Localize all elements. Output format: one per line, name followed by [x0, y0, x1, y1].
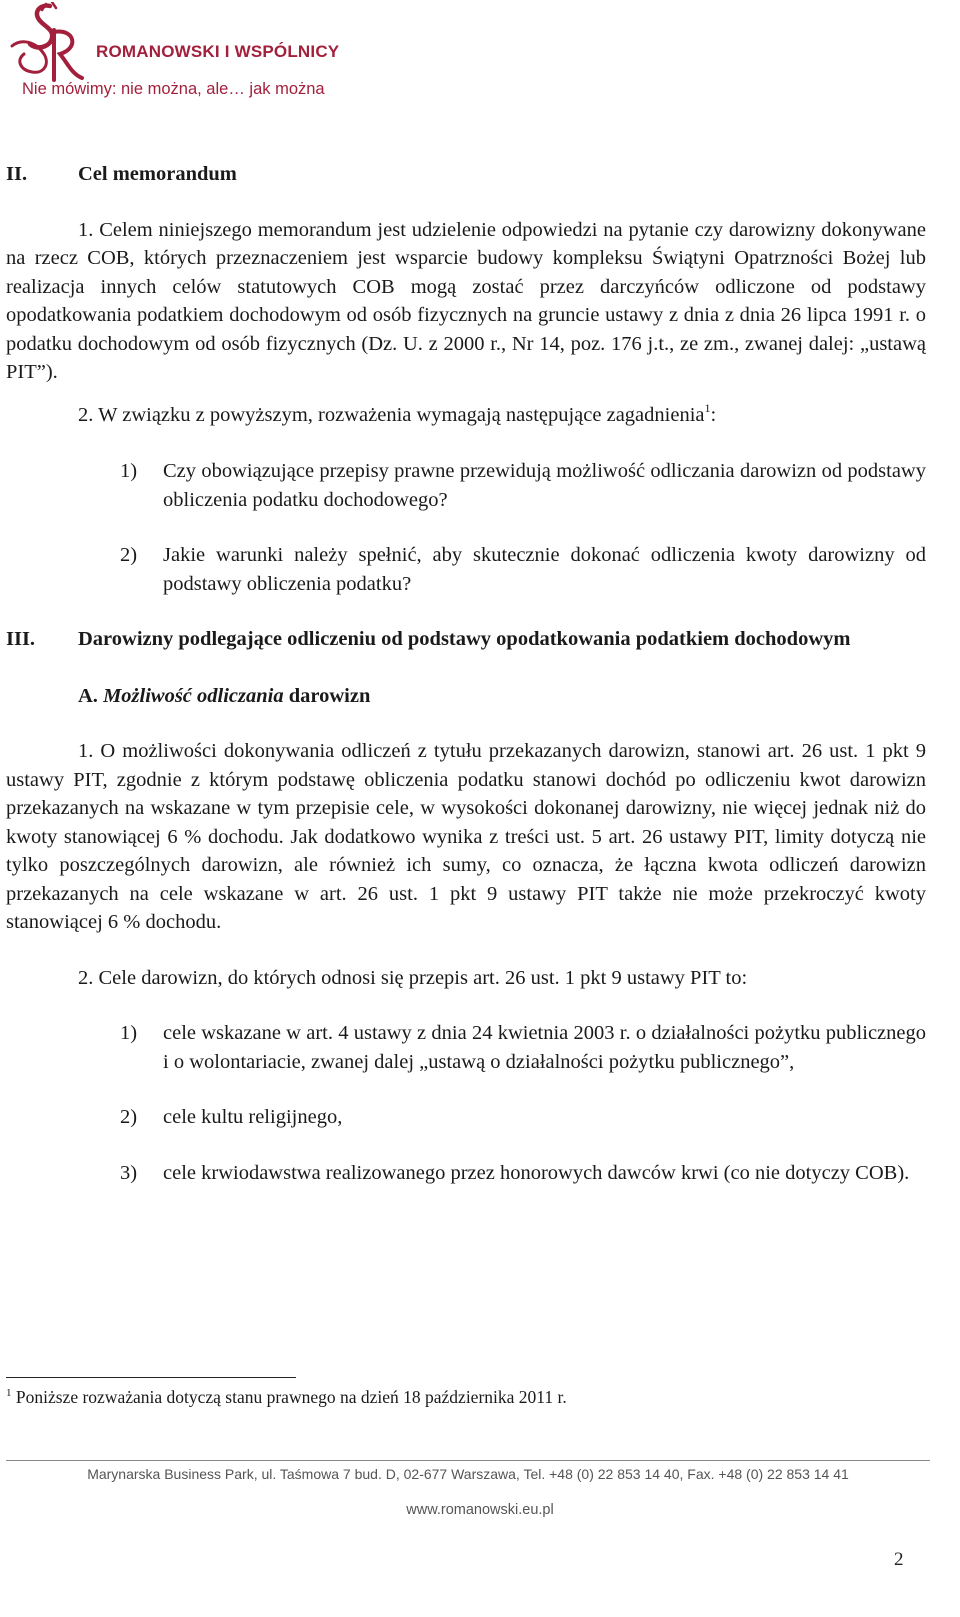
paragraph-issues-text: 2. W związku z powyższym, rozważenia wymagają następujące zagadnienia [78, 403, 705, 426]
document-body [6, 160, 926, 1187]
section-title: Darowizny podlegające odliczeniu od podstawy opodatkowania podatkiem dochodowym [78, 628, 851, 650]
list-item-text: Jakie warunki należy spełnić, aby skutecznie dokonać odliczenia kwoty darowizny od podstawy obliczenia podatku? [163, 544, 926, 595]
list-item [120, 457, 926, 514]
list-item [120, 541, 926, 598]
list-item [120, 1103, 926, 1132]
section-title: Cel memorandum [78, 163, 237, 185]
list-item-text: cele wskazane w art. 4 ustawy z dnia 24 kwietnia 2003 r. o działalności pożytku publicznego i o wolontariacie, zwanej dalej „ustawą o działalności pożytku publicznego”, [163, 1022, 926, 1073]
goals-list [6, 1019, 926, 1187]
footnote-ref: 1 [704, 400, 711, 415]
list-item-text: Czy obowiązujące przepisy prawne przewidują możliwość odliczania darowizn od podstawy obliczenia podatku dochodowego? [163, 460, 926, 511]
footer-divider [6, 1460, 930, 1461]
sr-monogram-logo-icon [6, 2, 90, 82]
firm-logo [6, 2, 386, 106]
paragraph-issues-end: : [710, 403, 717, 426]
footnote [6, 1386, 567, 1408]
issues-list [6, 457, 926, 598]
section-number: III. [6, 628, 36, 650]
footnote-mark: 1 [6, 1387, 12, 1399]
section-heading-ii [6, 160, 926, 189]
footer-website: www.romanowski.eu.pl [406, 1502, 554, 1518]
page-number: 2 [894, 1549, 904, 1570]
firm-name: ROMANOWSKI I WSPÓLNICY [96, 42, 340, 61]
list-item-number: 2) [120, 544, 138, 566]
subsection-heading-a [78, 682, 926, 711]
footer-address: Marynarska Business Park, ul. Taśmowa 7 bud. D, 02-677 Warszawa, Tel. +48 (0) 22 853 14 40, Fax. +48 (0) 22 853 14 41 [87, 1466, 849, 1482]
section-number: II. [6, 163, 28, 185]
subsection-title-rest: darowizn [283, 684, 371, 707]
paragraph-deduction: 1. O możliwości dokonywania odliczeń z tytułu przekazanych darowizn, stanowi art. 26 ust. 1 pkt 9 ustawy PIT, zgodnie z którym podstawę obliczenia podatku stanowi dochód po odliczeniu kwot darowizn przekazanych na wskazane w tym przepisie cele, w wysokości dokonanej darowizny, nie więcej jednak niż do kwoty stanowiącej 6 % dochodu. Jak dodatkowo wynika z treści ust. 5 art. 26 ustawy PIT, limity dotyczą nie tylko poszczególnych darowizn, ale również ich sumy, co oznacza, że łączna kwota odliczeń darowizn przekazanych na cele wskazane w art. 26 ust. 1 pkt 9 ustawy PIT także nie może przekroczyć kwoty stanowiącej 6 % dochodu. [6, 740, 926, 933]
footnote-divider [6, 1377, 296, 1378]
list-item-text: cele krwiodawstwa realizowanego przez honorowych dawców krwi (co nie dotyczy COB). [163, 1161, 910, 1184]
list-item-number: 2) [120, 1106, 138, 1128]
subsection-title-italic: Możliwość odliczania [103, 684, 284, 707]
list-item [120, 1159, 926, 1188]
list-item-text: cele kultu religijnego, [163, 1106, 343, 1128]
paragraph-issues [6, 401, 926, 430]
paragraph-goals: 2. Cele darowizn, do których odnosi się przepis art. 26 ust. 1 pkt 9 ustawy PIT to: [78, 966, 748, 989]
firm-tagline: Nie mówimy: nie można, ale… jak można [22, 80, 325, 98]
subsection-letter: A. [78, 684, 98, 707]
list-item [120, 1019, 926, 1076]
section-heading-iii [6, 625, 926, 654]
paragraph-purpose: 1. Celem niniejszego memorandum jest udzielenie odpowiedzi na pytanie czy darowizny dokonywane na rzecz COB, których przeznaczeniem jest wsparcie budowy kompleksu Świątyni Opatrzności Bożej lub realizacja innych celów statutowych COB mogą zostać przez darczyńców odliczone od podstawy opodatkowania podatkiem dochodowym od osób fizycznych na gruncie ustawy z dnia z dnia 26 lipca 1991 r. o podatku dochodowym od osób fizycznych (Dz. U. z 2000 r., Nr 14, poz. 176 j.t., ze zm., zwanej dalej: „ustawą PIT”). [6, 218, 926, 383]
list-item-number: 3) [120, 1161, 138, 1184]
footnote-text: Poniższe rozważania dotyczą stanu prawnego na dzień 18 października 2011 r. [11, 1387, 567, 1407]
list-item-number: 1) [120, 1022, 138, 1044]
list-item-number: 1) [120, 460, 138, 482]
